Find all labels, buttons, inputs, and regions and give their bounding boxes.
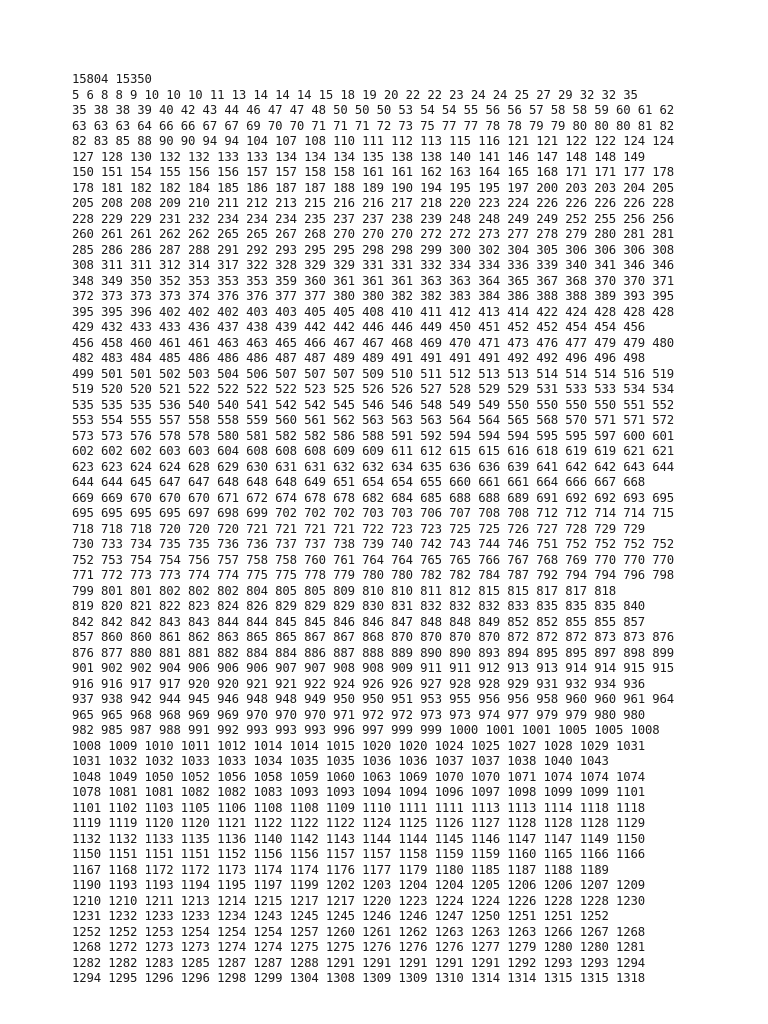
number-line: 553 554 555 557 558 558 559 560 561 562 563 563 563 564 564 565 568 570 571 571 572 bbox=[72, 413, 675, 427]
number-line: 348 349 350 352 353 353 353 359 360 361 361 361 363 363 364 365 367 368 370 370 371 bbox=[72, 273, 675, 288]
number-line: 842 842 842 843 843 844 844 845 845 846 846 847 848 848 849 852 852 855 855 857 bbox=[72, 614, 646, 629]
number-line: 669 669 670 670 670 671 672 674 678 678 682 684 685 688 688 689 691 692 692 693 695 bbox=[72, 490, 675, 505]
number-line: 1048 1049 1050 1052 1056 1058 1059 1060 1063 1069 1070 1070 1071 1074 1074 1074 bbox=[72, 769, 646, 784]
number-line: 1167 1168 1172 1172 1173 1174 1174 1176 1177 1179 1180 1185 1187 1188 1189 bbox=[72, 862, 609, 877]
number-line: 1119 1119 1120 1120 1121 1122 1122 1122 1124 1125 1126 1127 1128 1128 1128 1129 bbox=[72, 816, 646, 830]
number-line: 965 965 968 968 969 969 970 970 970 971 972 972 973 973 974 977 979 979 980 980 bbox=[72, 707, 646, 722]
number-line: 127 128 130 132 132 133 133 134 134 134 135 138 138 140 141 146 147 148 148 149 bbox=[72, 149, 646, 164]
number-line: 752 753 754 754 756 757 758 758 760 761 764 764 765 765 766 767 768 769 770 770 770 bbox=[72, 552, 675, 567]
number-line: 857 860 860 861 862 863 865 865 867 867 868 870 870 870 870 872 872 872 873 873 876 bbox=[72, 630, 675, 644]
number-line: 602 602 602 603 603 604 608 608 608 609 609 611 612 615 615 616 618 619 619 621 621 bbox=[72, 444, 675, 458]
number-line: 150 151 154 155 156 156 157 157 158 158 161 161 162 163 164 165 168 171 171 177 178 bbox=[72, 165, 675, 179]
number-line: 573 573 576 578 578 580 581 582 582 586 588 591 592 594 594 594 595 595 597 600 601 bbox=[72, 428, 675, 443]
number-line: 1150 1151 1151 1151 1152 1156 1156 1157 1157 1158 1159 1159 1160 1165 1166 1166 bbox=[72, 847, 646, 861]
number-line: 178 181 182 182 184 185 186 187 187 188 189 190 194 195 195 197 200 203 203 204 205 bbox=[72, 180, 675, 195]
number-line: 730 733 734 735 735 736 736 737 737 738 739 740 742 743 744 746 751 752 752 752 752 bbox=[72, 537, 675, 551]
number-line: 1282 1282 1283 1285 1287 1287 1288 1291 1291 1291 1291 1291 1292 1293 1293 1294 bbox=[72, 955, 646, 970]
number-line: 982 985 987 988 991 992 993 993 993 996 997 999 999 1000 1001 1001 1005 1005 1008 bbox=[72, 723, 660, 737]
number-line: 1190 1193 1193 1194 1195 1197 1199 1202 1203 1204 1204 1205 1206 1206 1207 1209 bbox=[72, 878, 646, 892]
number-line: 819 820 821 822 823 824 826 829 829 829 830 831 832 832 832 833 835 835 835 840 bbox=[72, 599, 646, 613]
number-line: 1294 1295 1296 1296 1298 1299 1304 1308 1309 1309 1310 1314 1314 1315 1315 1318 bbox=[72, 971, 646, 985]
number-list bbox=[72, 88, 762, 987]
number-line: 482 483 484 485 486 486 486 487 487 489 489 491 491 491 491 492 492 496 496 498 bbox=[72, 351, 646, 365]
number-line: 35 38 38 39 40 42 43 44 46 47 47 48 50 50 50 53 54 54 55 56 56 57 58 58 59 60 61 62 bbox=[72, 103, 675, 117]
number-line: 1078 1081 1081 1082 1082 1083 1093 1093 1094 1094 1096 1097 1098 1099 1099 1101 bbox=[72, 785, 646, 799]
number-line: 535 535 535 536 540 540 541 542 542 545 546 546 548 549 549 550 550 550 550 551 552 bbox=[72, 397, 675, 412]
number-line: 1210 1210 1211 1213 1214 1215 1217 1217 1220 1223 1224 1224 1226 1228 1228 1230 bbox=[72, 893, 646, 908]
number-line: 372 373 373 373 374 376 376 377 377 380 380 382 382 383 384 386 388 388 389 393 395 bbox=[72, 289, 675, 303]
number-line: 771 772 773 773 774 774 775 775 778 779 780 780 782 782 784 787 792 794 794 796 798 bbox=[72, 568, 675, 582]
document-page bbox=[72, 72, 762, 987]
number-line: 308 311 311 312 314 317 322 328 329 329 331 331 332 334 334 336 339 340 341 346 346 bbox=[72, 258, 675, 272]
number-line: 1252 1252 1253 1254 1254 1254 1257 1260 1261 1262 1263 1263 1263 1266 1267 1268 bbox=[72, 924, 646, 939]
number-line: 916 916 917 917 920 920 921 921 922 924 926 926 927 928 928 929 931 932 934 936 bbox=[72, 676, 646, 691]
number-line: 63 63 63 64 66 66 67 67 69 70 70 71 71 71 72 73 75 77 77 78 78 79 79 80 80 80 81 82 bbox=[72, 118, 675, 133]
number-line: 1101 1102 1103 1105 1106 1108 1108 1109 1110 1111 1111 1113 1113 1114 1118 1118 bbox=[72, 800, 646, 815]
number-line: 260 261 261 262 262 265 265 267 268 270 270 270 272 272 273 277 278 279 280 281 281 bbox=[72, 227, 675, 241]
number-line: 1132 1132 1133 1135 1136 1140 1142 1143 1144 1144 1145 1146 1147 1147 1149 1150 bbox=[72, 831, 646, 846]
number-line: 623 623 624 624 628 629 630 631 631 632 632 634 635 636 636 639 641 642 642 643 644 bbox=[72, 459, 675, 474]
number-line: 519 520 520 521 522 522 522 522 523 525 526 526 527 528 529 529 531 533 533 534 534 bbox=[72, 382, 675, 396]
number-line: 718 718 718 720 720 720 721 721 721 721 722 723 723 725 725 726 727 728 729 729 bbox=[72, 521, 646, 536]
number-line: 82 83 85 88 90 90 94 94 104 107 108 110 111 112 113 115 116 121 121 122 122 124 124 bbox=[72, 134, 675, 148]
number-line: 285 286 286 287 288 291 292 293 295 295 298 298 299 300 302 304 305 306 306 306 308 bbox=[72, 242, 675, 257]
number-line: 695 695 695 695 697 698 699 702 702 702 703 703 706 707 708 708 712 712 714 714 715 bbox=[72, 506, 675, 520]
number-line: 644 644 645 647 647 648 648 648 649 651 654 654 655 660 661 661 664 666 667 668 bbox=[72, 475, 646, 489]
number-line: 5 6 8 8 9 10 10 10 11 13 14 14 14 15 18 19 20 22 22 23 24 24 25 27 29 32 32 35 bbox=[72, 87, 638, 102]
number-line: 228 229 229 231 232 234 234 234 235 237 237 238 239 248 248 249 249 252 255 256 256 bbox=[72, 211, 675, 226]
number-line: 1231 1232 1233 1233 1234 1243 1245 1245 1246 1246 1247 1250 1251 1251 1252 bbox=[72, 909, 609, 923]
header-line: 15804 15350 bbox=[72, 72, 152, 86]
number-line: 205 208 208 209 210 211 212 213 215 216 216 217 218 220 223 224 226 226 226 226 228 bbox=[72, 196, 675, 210]
number-line: 395 395 396 402 402 402 403 403 405 405 408 410 411 412 413 414 422 424 428 428 428 bbox=[72, 304, 675, 319]
number-line: 1268 1272 1273 1273 1274 1274 1275 1275 1276 1276 1276 1277 1279 1280 1280 1281 bbox=[72, 940, 646, 954]
number-line: 799 801 801 802 802 802 804 805 805 809 810 810 811 812 815 815 817 817 818 bbox=[72, 583, 617, 598]
number-line: 937 938 942 944 945 946 948 948 949 950 950 951 953 955 956 956 958 960 960 961 964 bbox=[72, 692, 675, 706]
number-line: 901 902 902 904 906 906 906 907 907 908 908 909 911 911 912 913 913 914 914 915 915 bbox=[72, 661, 675, 675]
number-line: 876 877 880 881 881 882 884 884 886 887 888 889 890 890 893 894 895 895 897 898 899 bbox=[72, 645, 675, 660]
number-line: 1008 1009 1010 1011 1012 1014 1014 1015 1020 1020 1024 1025 1027 1028 1029 1031 bbox=[72, 738, 646, 753]
number-line: 456 458 460 461 461 463 463 465 466 467 467 468 469 470 471 473 476 477 479 479 480 bbox=[72, 335, 675, 350]
number-line: 499 501 501 502 503 504 506 507 507 507 509 510 511 512 513 513 514 514 514 516 519 bbox=[72, 366, 675, 381]
number-line: 1031 1032 1032 1033 1033 1034 1035 1035 1036 1036 1037 1037 1038 1040 1043 bbox=[72, 754, 609, 768]
number-line: 429 432 433 433 436 437 438 439 442 442 446 446 449 450 451 452 452 454 454 456 bbox=[72, 320, 646, 334]
